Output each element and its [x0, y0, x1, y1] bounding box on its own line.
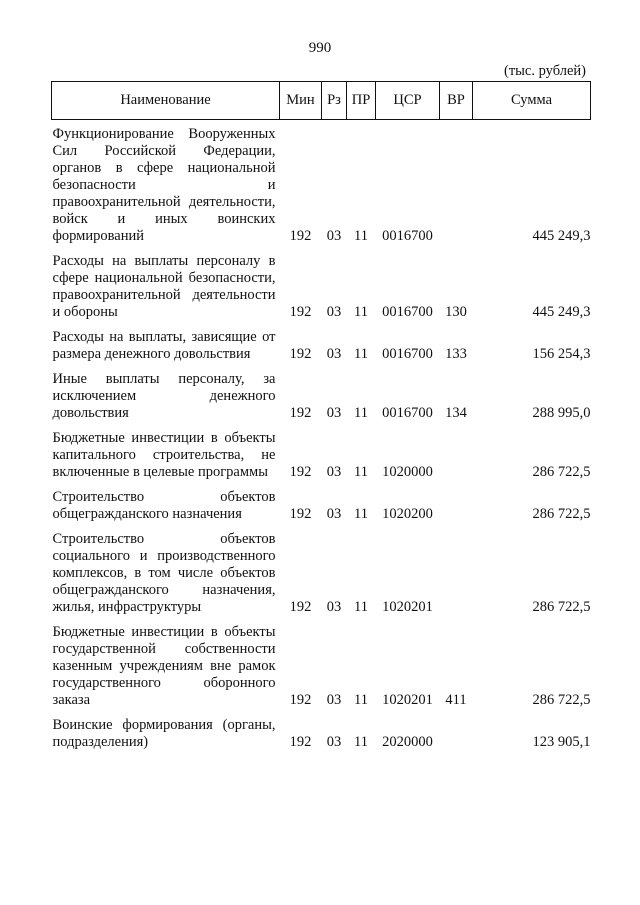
table-row — [52, 489, 591, 523]
row-min: 192 — [289, 346, 312, 362]
budget-table — [51, 81, 591, 751]
row-pr: 11 — [354, 506, 368, 522]
row-vr: 130 — [445, 304, 467, 320]
row-csr: 0016700 — [382, 228, 433, 244]
row-vr — [440, 126, 473, 245]
row-sum: 286 722,5 — [532, 692, 591, 708]
table-row — [52, 624, 591, 709]
row-pr: 11 — [354, 346, 368, 362]
header-name: Наименование — [52, 82, 280, 120]
row-vr: 134 — [445, 405, 467, 421]
header-pr: ПР — [347, 82, 376, 120]
units-label: (тыс. рублей) — [504, 63, 586, 79]
row-pr: 11 — [354, 304, 368, 320]
row-sum: 156 254,3 — [532, 346, 591, 362]
row-name: Строительство объектов общегражданского назначения — [52, 489, 276, 522]
row-name: Бюджетные инвестиции в объекты государственной собственности казенным учреждениям вне рамок государственного оборонного заказа — [52, 624, 276, 708]
row-csr: 1020201 — [382, 692, 433, 708]
table-row — [52, 126, 591, 245]
row-vr: 411 — [445, 692, 467, 708]
row-name: Иные выплаты персоналу, за исключением денежного довольствия — [52, 371, 276, 421]
row-min: 192 — [289, 692, 312, 708]
row-vr — [440, 489, 473, 523]
row-rz: 03 — [326, 464, 342, 480]
row-rz: 03 — [326, 346, 342, 362]
row-rz: 03 — [326, 506, 342, 522]
row-sum: 286 722,5 — [532, 464, 591, 480]
row-min: 192 — [289, 734, 312, 750]
table-row — [52, 430, 591, 481]
row-name: Функционирование Вооруженных Сил Российской Федерации, органов в сфере национальной безопасности и правоохранительной деятельности, войск и иных воинских формирований — [52, 126, 276, 244]
row-pr: 11 — [354, 734, 368, 750]
row-csr: 2020000 — [382, 734, 433, 750]
row-name: Строительство объектов социального и производственного комплексов, в том числе объектов общегражданского назначения, жилья, инфраструктуры — [52, 531, 276, 615]
row-sum: 123 905,1 — [532, 734, 591, 750]
row-rz: 03 — [326, 734, 342, 750]
row-min: 192 — [289, 506, 312, 522]
row-min: 192 — [289, 304, 312, 320]
row-rz: 03 — [326, 304, 342, 320]
row-csr: 0016700 — [382, 304, 433, 320]
row-sum: 286 722,5 — [532, 506, 591, 522]
row-sum: 286 722,5 — [532, 599, 591, 615]
row-pr: 11 — [354, 692, 368, 708]
table-row — [52, 329, 591, 363]
table-header-row — [52, 82, 591, 120]
row-sum: 288 995,0 — [532, 405, 591, 421]
row-vr — [440, 717, 473, 751]
row-min: 192 — [289, 599, 312, 615]
row-csr: 1020000 — [382, 464, 433, 480]
row-pr: 11 — [354, 599, 368, 615]
header-rz: Рз — [322, 82, 347, 120]
row-sum: 445 249,3 — [532, 228, 591, 244]
row-name: Расходы на выплаты, зависящие от размера денежного довольствия — [52, 329, 276, 362]
row-rz: 03 — [326, 692, 342, 708]
table-row — [52, 717, 591, 751]
page-number: 990 — [308, 40, 332, 56]
row-rz: 03 — [326, 599, 342, 615]
row-csr: 1020200 — [382, 506, 433, 522]
row-vr — [440, 430, 473, 481]
row-name: Воинские формирования (органы, подразделения) — [52, 717, 276, 750]
table-row — [52, 371, 591, 422]
header-sum: Сумма — [473, 82, 591, 120]
row-csr: 0016700 — [382, 405, 433, 421]
row-pr: 11 — [354, 405, 368, 421]
header-vr: ВР — [440, 82, 473, 120]
row-min: 192 — [289, 405, 312, 421]
table-row — [52, 531, 591, 616]
row-pr: 11 — [354, 464, 368, 480]
row-sum: 445 249,3 — [532, 304, 591, 320]
row-pr: 11 — [354, 228, 368, 244]
row-min: 192 — [289, 464, 312, 480]
row-rz: 03 — [326, 405, 342, 421]
row-csr: 1020201 — [382, 599, 433, 615]
row-vr: 133 — [445, 346, 467, 362]
table-row — [52, 253, 591, 321]
header-min: Мин — [280, 82, 322, 120]
header-csr: ЦСР — [376, 82, 440, 120]
row-min: 192 — [289, 228, 312, 244]
row-rz: 03 — [326, 228, 342, 244]
row-name: Расходы на выплаты персоналу в сфере национальной безопасности, правоохранительной деятельности и обороны — [52, 253, 276, 320]
row-name: Бюджетные инвестиции в объекты капитального строительства, не включенные в целевые программы — [52, 430, 276, 480]
row-csr: 0016700 — [382, 346, 433, 362]
row-vr — [440, 531, 473, 616]
